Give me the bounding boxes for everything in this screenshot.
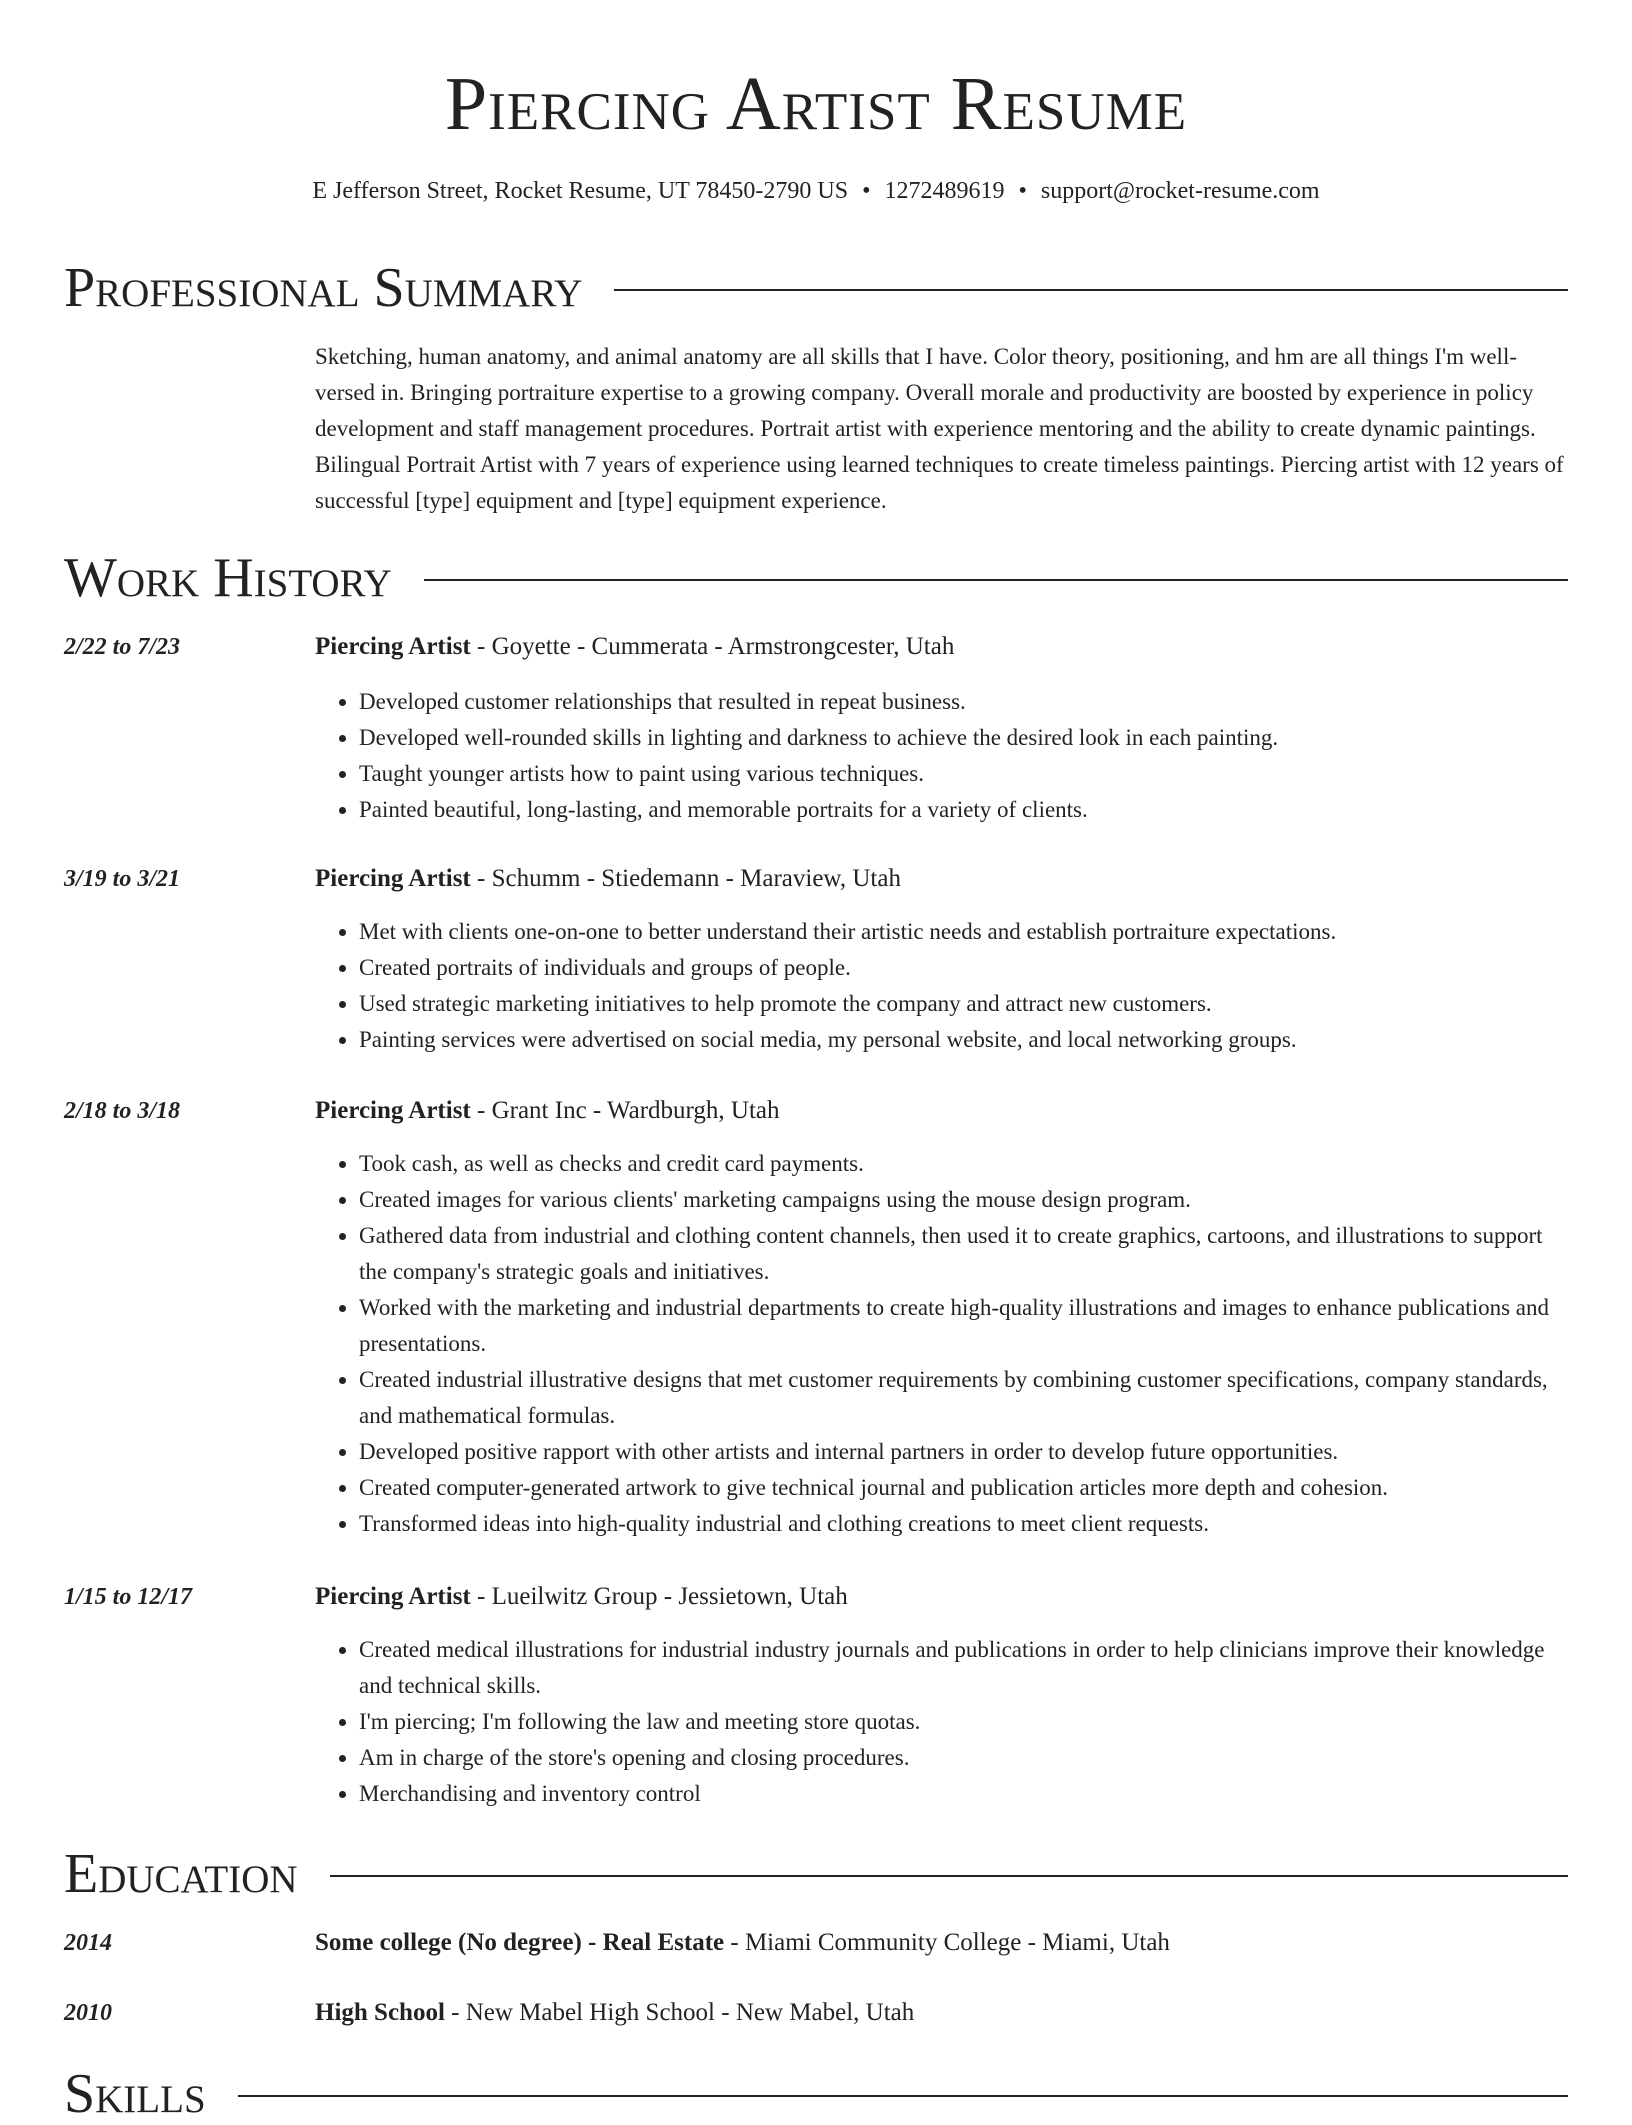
contact-address: E Jefferson Street, Rocket Resume, UT 78450-2790 US (312, 178, 849, 204)
list-item: • Created portraits of individuals and groups of people. (359, 950, 1568, 986)
section-header-skills (64, 2064, 1568, 2124)
list-item: • Gathered data from industrial and clothing content channels, then used it to create graphics, cartoons, and illustrations to support the company's strategic goals and initiatives. (359, 1218, 1568, 1290)
work-heading (315, 1094, 1568, 1128)
section-title-summary: Professional Summary (64, 257, 583, 319)
list-item: • Worked with the marketing and industrial departments to create high-quality illustrations and images to enhance publications and presentations. (359, 1290, 1568, 1362)
job-details: - Grant Inc - Wardburgh, Utah (470, 1097, 780, 1124)
job-title: Piercing Artist (315, 1097, 471, 1124)
list-item: • Created industrial illustrative designs that met customer requirements by combining customer specifications, company standards, and mathematical formulas. (359, 1362, 1568, 1434)
work-heading (315, 862, 1568, 896)
contact-phone: 1272489619 (884, 178, 1005, 204)
school-details: - New Mabel High School - New Mabel, Utah (444, 1999, 915, 2026)
list-item: • Created medical illustrations for industrial industry journals and publications in order to help clinicians improve their knowledge and technical skills. (359, 1632, 1568, 1704)
list-item: • Am in charge of the store's opening and closing procedures. (359, 1740, 1568, 1776)
job-details: - Goyette - Cummerata - Armstrongcester, Utah (470, 633, 955, 660)
work-heading (315, 1580, 1568, 1614)
work-date: 2/18 to 3/18 (64, 1098, 181, 1124)
list-item: • Met with clients one-on-one to better understand their artistic needs and establish portraiture expectations. (359, 914, 1568, 950)
section-header-summary (64, 258, 1568, 318)
summary-text: Sketching, human anatomy, and animal anatomy are all skills that I have. Color theory, positioning, and hm are all things I'm well-versed in. Bringing portraiture expertise to a growing company. Overall morale and productivity are boosted by experience in policy development and staff management procedures. Portrait artist with experience mentoring and the ability to create dynamic paintings. Bilingual Portrait Artist with 7 years of experience using learned techniques to create timeless paintings. Piercing artist with 12 years of successful [type] equipment and [type] equipment experience. (315, 344, 1564, 513)
work-bullets (315, 1146, 1568, 1542)
work-date: 1/15 to 12/17 (64, 1584, 193, 1610)
job-title: Piercing Artist (315, 1583, 471, 1610)
work-bullets (315, 684, 1568, 828)
education-heading (315, 1996, 1568, 2030)
work-bullets (315, 914, 1568, 1058)
list-item: • Developed positive rapport with other artists and internal partners in order to develop future opportunities. (359, 1434, 1568, 1470)
section-title-education: Education (64, 1843, 298, 1905)
list-item: • Developed customer relationships that resulted in repeat business. (359, 684, 1568, 720)
work-heading (315, 630, 1568, 664)
contact-line (0, 174, 1632, 208)
job-details: - Schumm - Stiedemann - Maraview, Utah (470, 865, 901, 892)
page-title: Piercing Artist Resume (444, 62, 1188, 146)
section-header-work (64, 548, 1568, 608)
list-item: • Used strategic marketing initiatives to help promote the company and attract new customers. (359, 986, 1568, 1022)
education-heading (315, 1926, 1568, 1960)
list-item: • Taught younger artists how to paint using various techniques. (359, 756, 1568, 792)
list-item: • Transformed ideas into high-quality industrial and clothing creations to meet client requests. (359, 1506, 1568, 1542)
school-details: - Miami Community College - Miami, Utah (724, 1929, 1170, 1956)
list-item: • I'm piercing; I'm following the law and meeting store quotas. (359, 1704, 1568, 1740)
job-details: - Lueilwitz Group - Jessietown, Utah (470, 1583, 848, 1610)
section-title-work: Work History (64, 547, 392, 609)
section-divider (424, 579, 1568, 581)
job-title: Piercing Artist (315, 865, 471, 892)
list-item: • Took cash, as well as checks and credit card payments. (359, 1146, 1568, 1182)
work-bullets (315, 1632, 1568, 1812)
education-date: 2014 (64, 1930, 112, 1956)
section-divider (238, 2095, 1568, 2097)
contact-separator: • (862, 178, 871, 204)
list-item: • Created images for various clients' marketing campaigns using the mouse design program. (359, 1182, 1568, 1218)
section-divider (330, 1875, 1568, 1877)
education-date: 2010 (64, 2000, 112, 2026)
degree-title: High School (315, 1999, 445, 2026)
degree-title: Some college (No degree) - Real Estate (315, 1929, 725, 1956)
list-item: • Merchandising and inventory control (359, 1776, 1568, 1812)
section-title-skills: Skills (64, 2063, 206, 2125)
section-header-education (64, 1844, 1568, 1904)
list-item: • Painting services were advertised on social media, my personal website, and local networking groups. (359, 1022, 1568, 1058)
list-item: • Painted beautiful, long-lasting, and memorable portraits for a variety of clients. (359, 792, 1568, 828)
list-item: • Created computer-generated artwork to give technical journal and publication articles more depth and cohesion. (359, 1470, 1568, 1506)
work-date: 3/19 to 3/21 (64, 866, 181, 892)
contact-separator: • (1018, 178, 1027, 204)
section-divider (614, 289, 1568, 291)
list-item: • Developed well-rounded skills in lighting and darkness to achieve the desired look in each painting. (359, 720, 1568, 756)
contact-email: support@rocket-resume.com (1040, 178, 1320, 204)
work-date: 2/22 to 7/23 (64, 634, 181, 660)
job-title: Piercing Artist (315, 633, 471, 660)
